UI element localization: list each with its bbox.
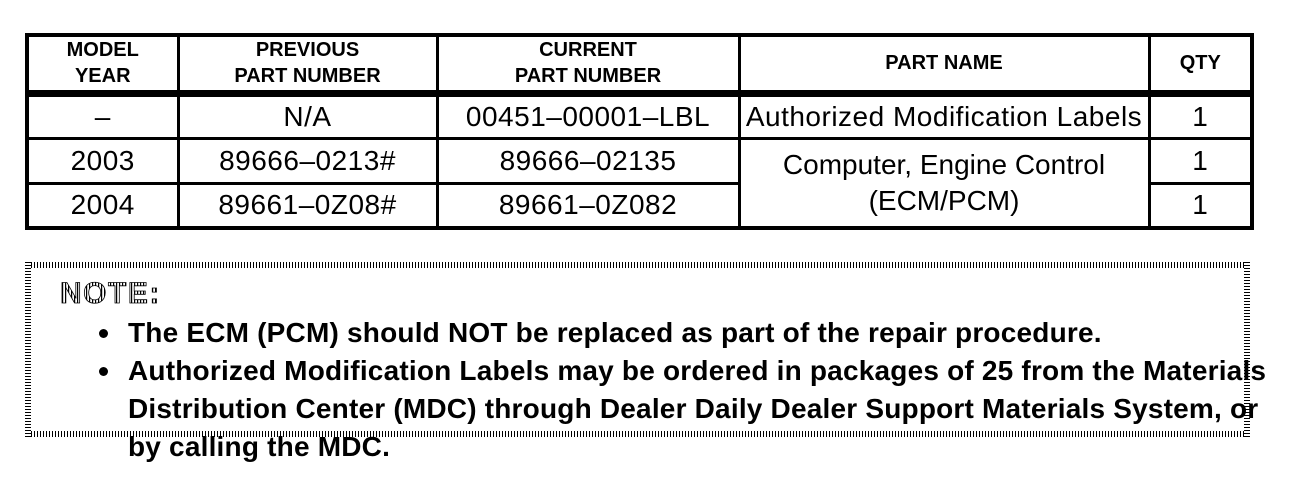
table-row — [27, 93, 1252, 138]
note-border-left — [25, 262, 31, 437]
parts-table — [25, 33, 1254, 230]
bullet-text — [128, 314, 1102, 352]
cell-qty: 1 — [1149, 93, 1252, 138]
bullet-dot-icon — [99, 367, 108, 376]
cell-current-part-number: 89666–02135 — [437, 138, 739, 183]
part-name-line: Computer, Engine Control — [782, 148, 1106, 180]
header-line: QTY — [1179, 52, 1221, 75]
cell-part-name: Authorized Modification Labels — [739, 93, 1149, 138]
column-header-current-part-number — [437, 35, 739, 93]
part-name-line: (ECM/PCM) — [868, 184, 1020, 216]
note-content — [59, 274, 1267, 466]
table-row — [27, 138, 1252, 183]
column-header-previous-part-number — [178, 35, 437, 93]
column-header-qty — [1149, 35, 1252, 93]
cell-qty: 1 — [1149, 183, 1252, 228]
header-line: YEAR — [74, 65, 131, 88]
cell-previous-part-number: 89661–0Z08# — [178, 183, 437, 228]
note-bullet-item — [99, 352, 1267, 466]
header-line: PART NUMBER — [234, 65, 381, 88]
bullet-text-line: The ECM (PCM) should NOT be replaced as part of the repair procedure. — [128, 317, 1102, 348]
note-bullet-item — [99, 314, 1236, 352]
header-line: PART NUMBER — [514, 65, 662, 88]
note-border-top — [25, 262, 1250, 268]
bullet-text-line: Distribution Center (MDC) through Dealer Daily Dealer Support Materials System, or — [128, 393, 1259, 424]
bullet-text — [128, 352, 1266, 466]
header-line: CURRENT — [539, 39, 637, 62]
cell-previous-part-number: 89666–0213# — [178, 138, 437, 183]
cell-qty: 1 — [1149, 138, 1252, 183]
bullet-text-line: Authorized Modification Labels may be ordered in packages of 25 from the Materials — [128, 355, 1267, 386]
parts-table-body — [27, 93, 1252, 228]
header-line: PREVIOUS — [255, 39, 360, 62]
cell-model-year: 2003 — [27, 138, 178, 183]
bullet-text-line: by calling the MDC. — [128, 431, 391, 462]
cell-model-year: 2004 — [27, 183, 178, 228]
header-line: PART NAME — [885, 52, 1003, 75]
parts-table-header — [27, 35, 1252, 93]
cell-current-part-number: 00451–00001–LBL — [437, 93, 739, 138]
column-header-model-year — [27, 35, 178, 93]
note-box — [25, 262, 1267, 462]
header-row — [27, 35, 1252, 93]
bullet-dot-icon — [99, 329, 108, 338]
header-line: MODEL — [66, 39, 139, 62]
cell-previous-part-number: N/A — [178, 93, 437, 138]
cell-part-name-merged — [739, 138, 1149, 228]
cell-current-part-number: 89661–0Z082 — [437, 183, 739, 228]
column-header-part-name — [739, 35, 1149, 93]
cell-model-year: – — [27, 93, 178, 138]
note-title: NOTE: — [60, 277, 161, 310]
note-bullet-list — [99, 314, 1267, 466]
note-title-graphic — [59, 274, 209, 310]
